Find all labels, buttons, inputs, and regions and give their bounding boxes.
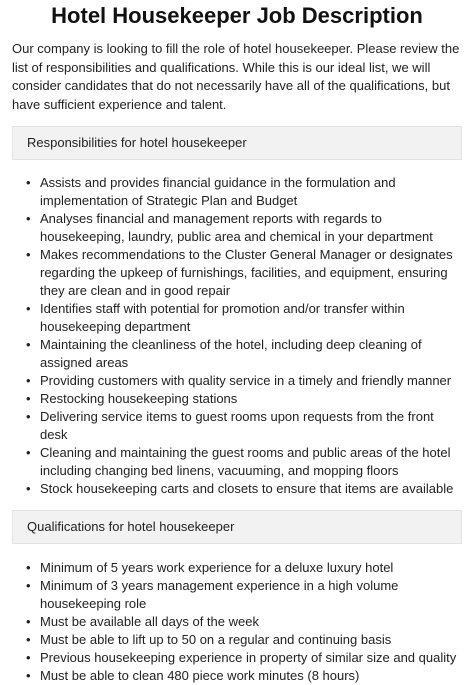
list-item-text: Must be able to clean 480 piece work minutes (8 hours): [40, 668, 360, 683]
list-item: [26, 667, 460, 685]
bullet-icon: •: [26, 632, 31, 647]
bullet-icon: •: [26, 409, 31, 424]
list-item: [26, 577, 460, 613]
bullet-icon: •: [26, 373, 31, 388]
list-item: [26, 408, 460, 444]
bullet-icon: •: [26, 650, 31, 665]
bullet-icon: •: [26, 247, 31, 262]
bullet-icon: •: [26, 175, 31, 190]
list-item-text: Must be able to lift up to 50 on a regular and continuing basis: [40, 632, 392, 647]
list-item-text: Minimum of 3 years management experience in a high volume housekeeping role: [40, 578, 399, 611]
list-item-text: Must be available all days of the week: [40, 614, 259, 629]
list-item: [26, 649, 460, 667]
bullet-icon: •: [26, 337, 31, 352]
list-item-text: Makes recommendations to the Cluster General Manager or designates regarding the upkeep of furnishings, facilities, and equipment, ensuring they are clean and in good repair: [40, 247, 453, 298]
bullet-icon: •: [26, 560, 31, 575]
list-item: [26, 246, 460, 300]
list-item-text: Delivering service items to guest rooms upon requests from the front desk: [40, 409, 434, 442]
qualifications-header: Qualifications for hotel housekeeper: [12, 510, 462, 544]
list-item: [26, 300, 460, 336]
bullet-icon: •: [26, 391, 31, 406]
list-item-text: Minimum of 5 years work experience for a deluxe luxury hotel: [40, 560, 394, 575]
list-item-text: Maintaining the cleanliness of the hotel, including deep cleaning of assigned areas: [40, 337, 422, 370]
list-item: [26, 559, 460, 577]
list-item-text: Previous housekeeping experience in property of similar size and quality: [40, 650, 457, 665]
list-item: [26, 174, 460, 210]
list-item-text: Assists and provides financial guidance in the formulation and implementation of Strategic Plan and Budget: [40, 175, 396, 208]
list-item-text: Cleaning and maintaining the guest rooms and public areas of the hotel including changing bed linens, vacuuming, and mopping floors: [40, 445, 451, 478]
bullet-icon: •: [26, 445, 31, 460]
page-title: Hotel Housekeeper Job Description: [51, 3, 423, 28]
responsibilities-list: [0, 174, 474, 498]
bullet-icon: •: [26, 668, 31, 683]
list-item: [26, 480, 460, 498]
bullet-icon: •: [26, 301, 31, 316]
bullet-icon: •: [26, 614, 31, 629]
list-item-text: Restocking housekeeping stations: [40, 391, 238, 406]
list-item: [26, 372, 460, 390]
list-item: [26, 444, 460, 480]
list-item: [26, 613, 460, 631]
list-item-text: Stock housekeeping carts and closets to ensure that items are available: [40, 481, 454, 496]
bullet-icon: •: [26, 578, 31, 593]
responsibilities-header: Responsibilities for hotel housekeeper: [12, 126, 462, 160]
list-item-text: Analyses financial and management reports with regards to housekeeping, laundry, public area and chemical in your department: [40, 211, 433, 244]
list-item: [26, 210, 460, 246]
intro-paragraph: Our company is looking to fill the role of hotel housekeeper. Please review the list of responsibilities and qualifications. While this is our ideal list, we will consider candidates that do not necessarily have all of the qualifications, but have sufficient experience and talent.: [12, 41, 460, 112]
list-item-text: Providing customers with quality service in a timely and friendly manner: [40, 373, 452, 388]
bullet-icon: •: [26, 481, 31, 496]
bullet-icon: •: [26, 211, 31, 226]
qualifications-list: [0, 559, 474, 685]
list-item-text: Identifies staff with potential for promotion and/or transfer within housekeeping department: [40, 301, 405, 334]
list-item: [26, 390, 460, 408]
list-item: [26, 336, 460, 372]
list-item: [26, 631, 460, 649]
